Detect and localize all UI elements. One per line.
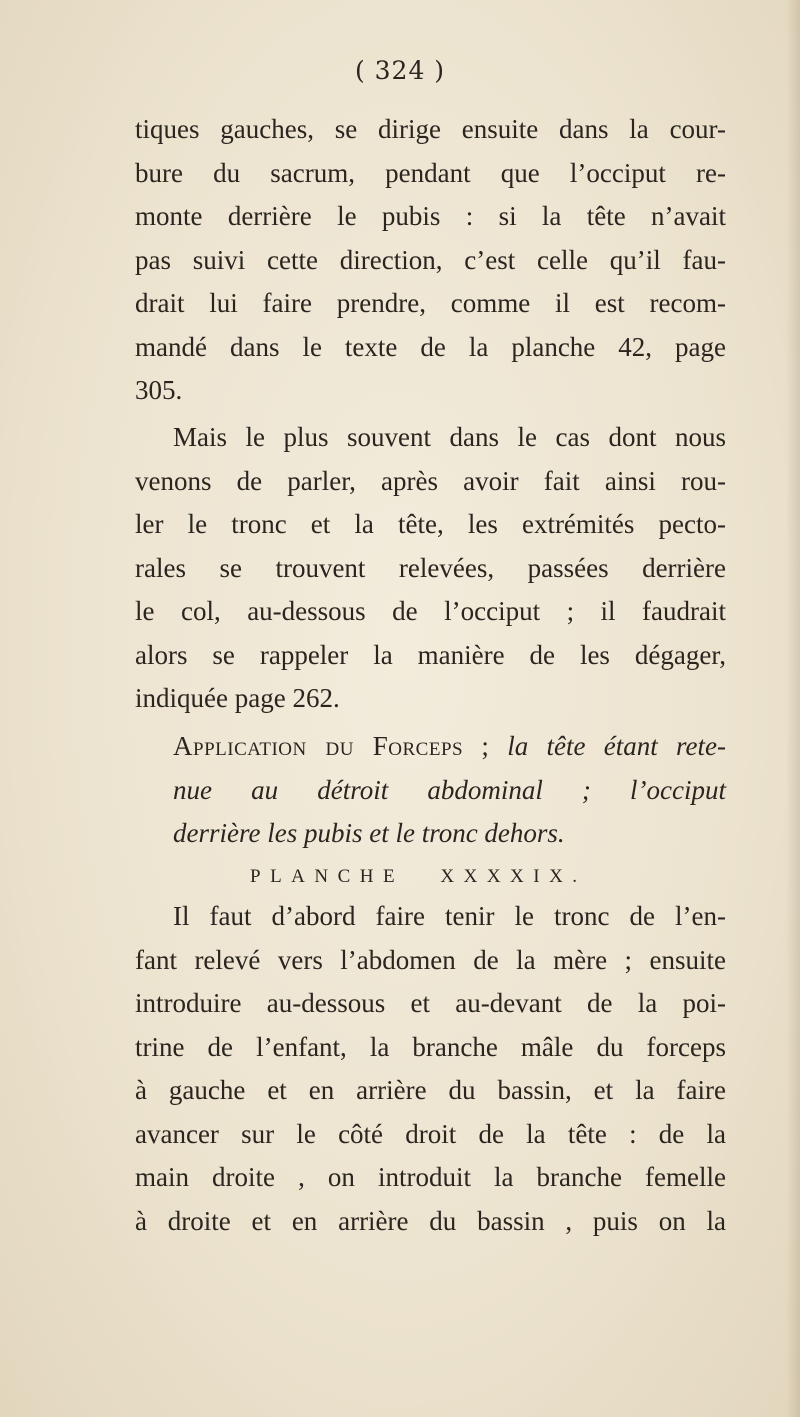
text-line: indiquée page 262. xyxy=(135,683,340,713)
text-line: venons de parler, après avoir fait ainsi rou- xyxy=(135,465,726,496)
text-line: alors se rappeler la manière de les dégager, xyxy=(135,639,726,670)
section-heading xyxy=(135,725,726,856)
heading-italic: la tête étant rete- xyxy=(507,731,726,761)
text-line: mandé dans le texte de la planche 42, page xyxy=(135,331,726,362)
heading-separator: ; xyxy=(463,731,508,761)
text-line: à droite et en arrière du bassin , puis on la xyxy=(135,1205,726,1236)
heading-line-1 xyxy=(135,725,726,769)
text-line: tiques gauches, se dirige ensuite dans la cour- xyxy=(135,114,726,144)
text-line: 305. xyxy=(135,375,183,405)
text-line: rales se trouvent relevées, passées derrière xyxy=(135,552,726,583)
heading-line-2: nue au détroit abdominal ; l’occiput xyxy=(173,774,726,805)
heading-line-3: derrière les pubis et le tronc dehors. xyxy=(173,818,565,848)
paragraph-3 xyxy=(135,895,726,1243)
text-line: pas suivi cette direction, c’est celle qu’il fau- xyxy=(135,244,726,275)
paragraph-1 xyxy=(135,108,726,413)
text-line: avancer sur le côté droit de la tête : de la xyxy=(135,1118,726,1149)
text-line: ler le tronc et la tête, les extrémités pecto- xyxy=(135,509,726,539)
text-line: introduire au-dessous et au-devant de la poi- xyxy=(135,988,726,1018)
plate-number: XXXXIX. xyxy=(440,866,587,887)
text-line: monte derrière le pubis : si la tête n’avait xyxy=(135,201,726,231)
text-line: main droite , on introduit la branche femelle xyxy=(135,1162,726,1192)
text-line: fant relevé vers l’abdomen de la mère ; ensuite xyxy=(135,944,726,975)
plate-label xyxy=(250,866,587,888)
page-number: ( 324 ) xyxy=(354,56,446,85)
text-line: drait lui faire prendre, comme il est recom- xyxy=(135,288,726,318)
text-line: Il faut d’abord faire tenir le tronc de l’en- xyxy=(173,901,726,931)
text-line: le col, au-dessous de l’occiput ; il faudrait xyxy=(135,596,726,626)
text-line: bure du sacrum, pendant que l’occiput re- xyxy=(135,157,726,188)
plate-word: PLANCHE xyxy=(250,866,405,887)
heading-caps: Application du Forceps xyxy=(173,731,464,761)
paragraph-2 xyxy=(135,416,726,721)
text-line: Mais le plus souvent dans le cas dont nous xyxy=(173,422,726,452)
text-line: à gauche et en arrière du bassin, et la faire xyxy=(135,1075,726,1105)
text-line: trine de l’enfant, la branche mâle du forceps xyxy=(135,1031,726,1062)
